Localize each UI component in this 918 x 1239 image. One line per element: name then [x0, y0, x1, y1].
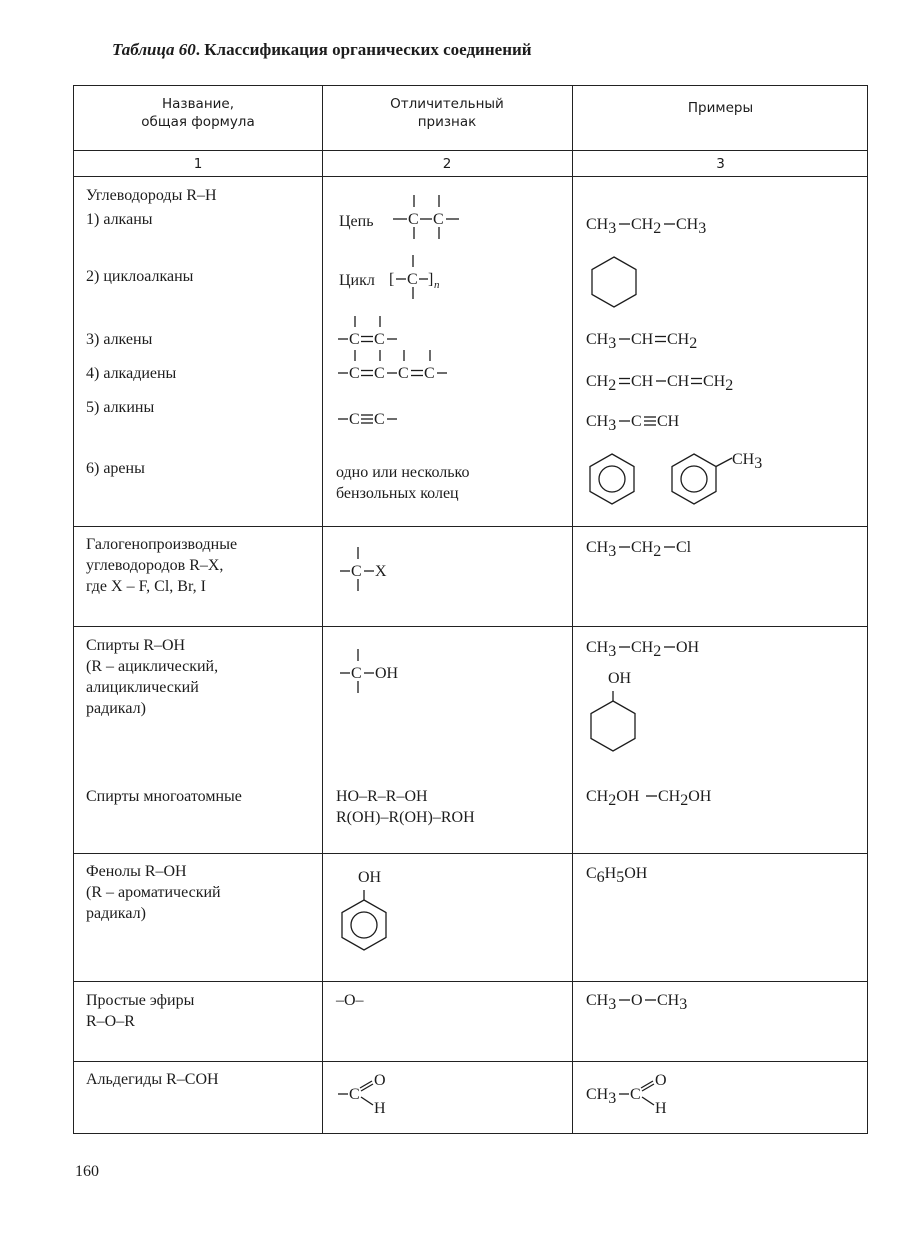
butadiene-example	[586, 368, 786, 398]
halogen-formula	[324, 541, 414, 601]
page-number: 160	[75, 1163, 99, 1180]
aldehyde-formula	[336, 1066, 436, 1126]
table-title-text: . Классификация органических соединений	[195, 40, 532, 59]
svg-text:C: C	[630, 1086, 641, 1103]
svg-text:CH2: CH2	[631, 216, 662, 237]
svg-text:X: X	[375, 563, 387, 580]
phenol-oh-label: OH	[358, 869, 382, 886]
svg-text:C: C	[351, 665, 362, 682]
chain-label: Цепь	[339, 213, 374, 230]
svg-text:CH3: CH3	[586, 639, 617, 660]
dimethyl-ether-example	[586, 990, 746, 1020]
svg-text:OH: OH	[375, 665, 399, 682]
cyclohexanol-example	[586, 689, 646, 759]
cyclohexanol-oh-label: OH	[608, 670, 632, 687]
column-header-examples: Примеры	[687, 100, 754, 116]
svg-text:CH2: CH2	[631, 639, 662, 660]
svg-text:n: n	[434, 279, 440, 291]
phenols-name: Фенолы R–OH (R – ароматический радикал)	[86, 863, 221, 922]
propyne-example	[586, 408, 746, 438]
svg-text:OH: OH	[676, 639, 700, 656]
arenes-name: 6) арены	[86, 460, 145, 477]
svg-text:Cl: Cl	[676, 539, 692, 556]
svg-text:CH3: CH3	[676, 216, 707, 237]
row-divider-halogen	[74, 626, 867, 627]
row-divider-alcohols	[74, 853, 867, 854]
arenes-example	[586, 444, 786, 514]
alkadiene-formula	[336, 348, 486, 388]
svg-text:CH3: CH3	[586, 539, 617, 560]
ethylene-glycol-example	[586, 786, 766, 816]
svg-text:C: C	[374, 331, 385, 348]
alkenes-name: 3) алкены	[86, 331, 153, 348]
svg-text:O: O	[655, 1072, 667, 1089]
alcohol-formula	[324, 643, 434, 703]
column-number-1: 1	[193, 156, 203, 172]
svg-text:CH3: CH3	[586, 992, 617, 1013]
svg-text:CH2: CH2	[631, 539, 662, 560]
svg-text:C: C	[407, 271, 418, 288]
row-divider-ethers	[74, 1061, 867, 1062]
svg-text:CH: CH	[667, 373, 690, 390]
arenes-feature: одно или несколько бензольных колец	[336, 464, 470, 502]
cycle-formula	[387, 251, 467, 301]
svg-text:C: C	[398, 365, 409, 382]
svg-text:C: C	[433, 211, 444, 228]
svg-text:C: C	[374, 365, 385, 382]
svg-text:[: [	[389, 271, 395, 288]
svg-text:CH3: CH3	[586, 413, 617, 434]
svg-text:C: C	[408, 211, 419, 228]
propane-example	[586, 211, 766, 241]
svg-text:CH: CH	[631, 331, 654, 348]
svg-text:CH3: CH3	[586, 1086, 617, 1107]
svg-text:C: C	[349, 365, 360, 382]
phenol-example	[586, 860, 706, 890]
alkadienes-name: 4) алкадиены	[86, 365, 177, 382]
polyols-name: Спирты многоатомные	[86, 788, 242, 805]
aldehydes-name: Альдегиды R–COH	[86, 1071, 219, 1088]
ethanol-example	[586, 634, 766, 664]
svg-text:CH2OH: CH2OH	[658, 788, 712, 809]
hydrocarbons-name: Углеводороды R–H	[86, 187, 217, 204]
svg-text:CH2OH: CH2OH	[586, 788, 640, 809]
phenol-structure	[337, 888, 397, 958]
cycloalkanes-name: 2) циклоалканы	[86, 268, 194, 285]
column-number-2: 2	[442, 156, 452, 172]
ethers-feature: –O–	[336, 992, 364, 1009]
svg-text:O: O	[631, 992, 643, 1009]
svg-text:CH: CH	[657, 413, 680, 430]
col-divider-1	[322, 86, 323, 1133]
column-header-feature: Отличительный признак	[390, 96, 504, 130]
svg-text:C: C	[349, 411, 360, 428]
svg-text:H: H	[655, 1100, 667, 1117]
svg-text:CH3: CH3	[586, 331, 617, 352]
column-number-3: 3	[716, 156, 725, 172]
svg-text:H: H	[374, 1100, 386, 1117]
svg-text:CH2: CH2	[667, 331, 698, 352]
ethers-name: Простые эфиры R–O–R	[86, 992, 195, 1030]
row-divider-phenols	[74, 981, 867, 982]
cyclohexane-example	[586, 254, 646, 314]
acetaldehyde-example	[586, 1066, 726, 1126]
table-number: Таблица 60	[112, 40, 196, 59]
chloroethane-example	[586, 538, 746, 568]
column-header-name: Название, общая формула	[141, 96, 255, 130]
header-divider	[74, 150, 867, 151]
alkyne-formula	[336, 404, 436, 434]
alcohols-name: Спирты R–OH (R – ациклический, алициклический радикал)	[86, 637, 219, 717]
svg-text:CH: CH	[631, 373, 654, 390]
svg-text:C6H5OH: C6H5OH	[586, 865, 648, 886]
alkynes-name: 5) алкины	[86, 399, 155, 416]
number-row-divider	[74, 176, 867, 177]
alkanes-name: 1) алканы	[86, 211, 153, 228]
cycle-label: Цикл	[339, 272, 375, 289]
svg-text:CH3: CH3	[732, 451, 763, 472]
polyols-feature: HO–R–R–OH R(OH)–R(OH)–ROH	[336, 788, 475, 826]
svg-text:]: ]	[428, 271, 434, 288]
svg-text:CH2: CH2	[703, 373, 734, 394]
col-divider-2	[572, 86, 573, 1133]
svg-text:C: C	[631, 413, 642, 430]
row-divider-hydrocarbons	[74, 526, 867, 527]
svg-text:C: C	[351, 563, 362, 580]
svg-text:CH3: CH3	[586, 216, 617, 237]
svg-text:CH3: CH3	[657, 992, 688, 1013]
chain-formula	[389, 191, 479, 241]
svg-text:C: C	[424, 365, 435, 382]
classification-table	[73, 85, 868, 1134]
svg-text:O: O	[374, 1072, 386, 1089]
svg-text:C: C	[349, 1086, 360, 1103]
svg-text:C: C	[374, 411, 385, 428]
propene-example	[586, 326, 766, 356]
svg-text:C: C	[349, 331, 360, 348]
page-title	[112, 40, 532, 60]
svg-text:CH2: CH2	[586, 373, 617, 394]
halogen-name: Галогенопроизводные углеводородов R–X, где X – F, Cl, Br, I	[86, 536, 238, 595]
